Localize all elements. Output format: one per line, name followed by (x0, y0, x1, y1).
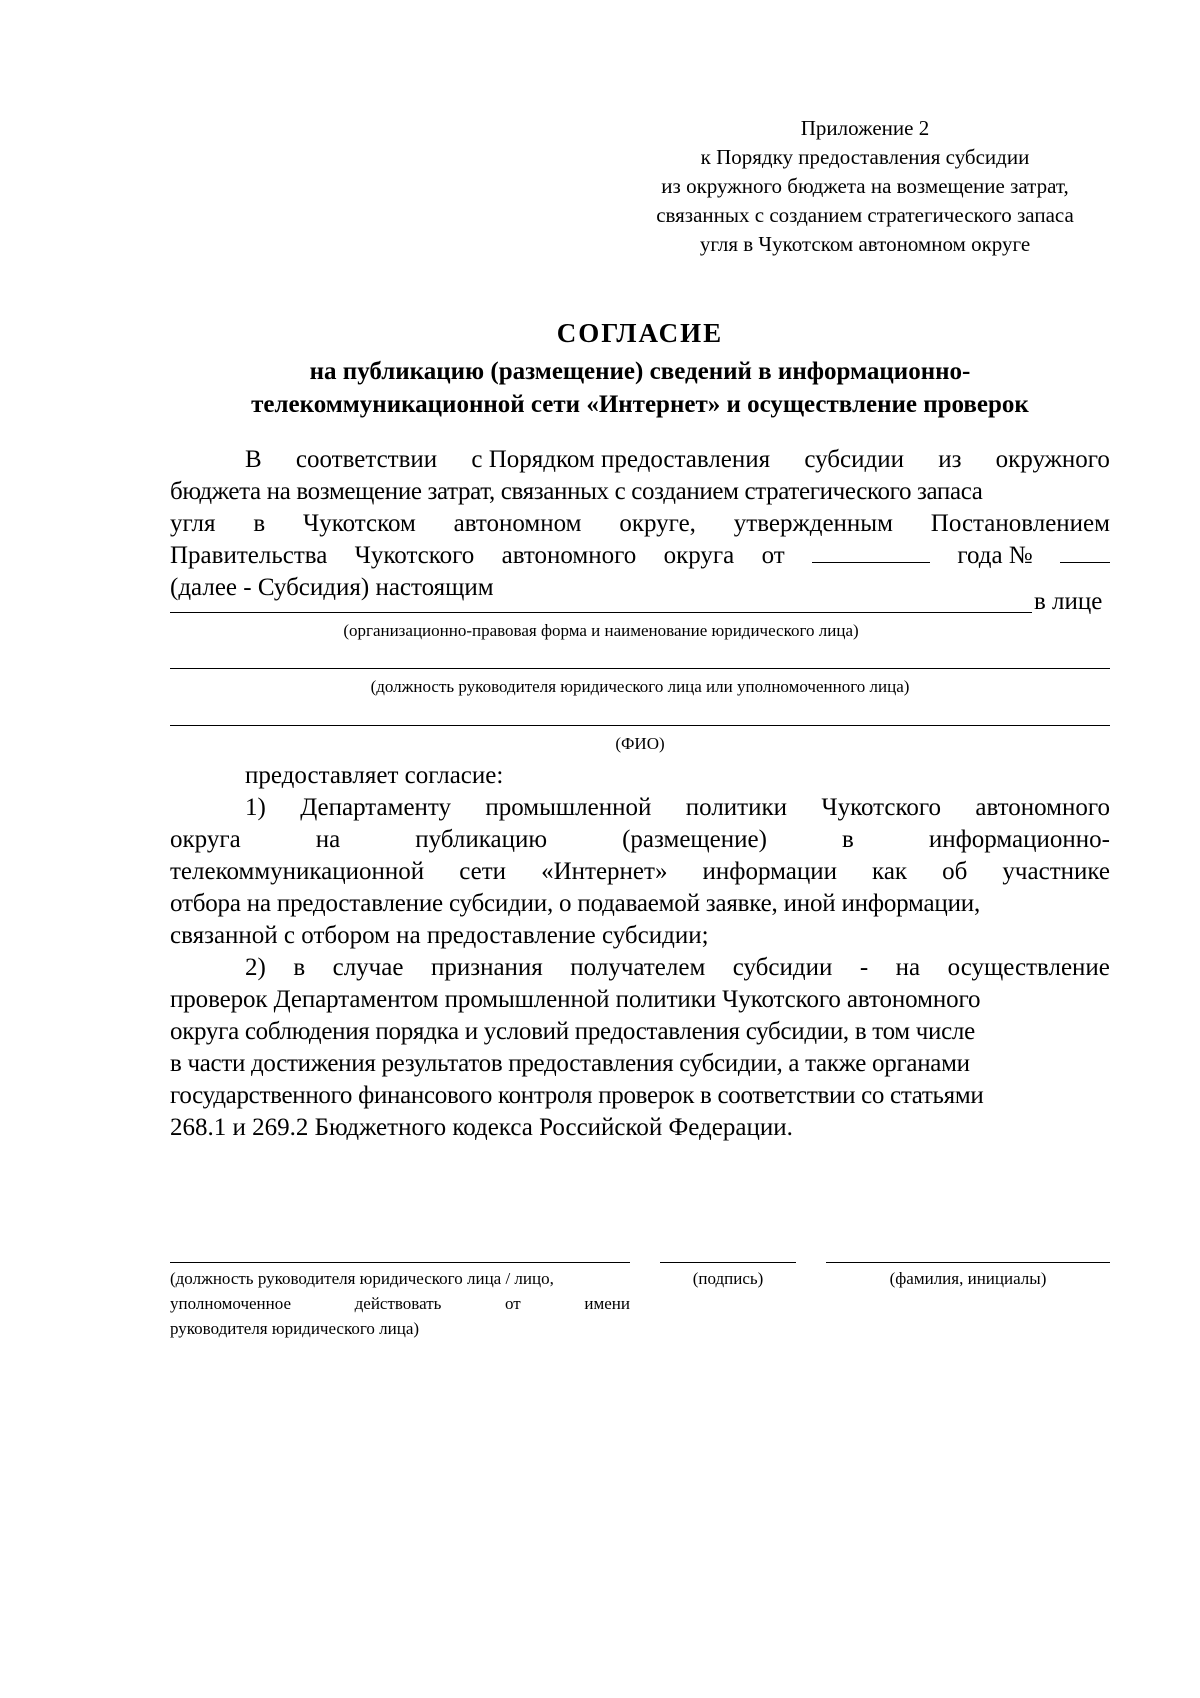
word: автономного (501, 542, 637, 569)
fio-line[interactable] (170, 725, 1110, 726)
item1-line-3 (170, 856, 1110, 888)
word: осуществление (947, 954, 1110, 981)
item2-line-1 (170, 952, 1110, 984)
word: (размещение) (622, 826, 767, 853)
word: случае (332, 954, 404, 981)
item2-line-3: округа соблюдения порядка и условий предоставления субсидии, в том числе (170, 1018, 975, 1045)
word: года № (957, 542, 1033, 569)
caption-line: руководителя юридического лица) (170, 1319, 420, 1338)
signatory-name-caption: (фамилия, инициалы) (889, 1269, 1047, 1288)
intro-line-4 (170, 540, 1110, 572)
word: на (315, 826, 341, 853)
signature-caption: (подпись) (692, 1269, 764, 1288)
signatory-name-line[interactable] (826, 1262, 1110, 1263)
word: публикацию (415, 826, 548, 853)
position-caption: (должность руководителя юридического лица или уполномоченного лица) (370, 677, 910, 696)
word: субсидии (732, 954, 833, 981)
caption-line: (должность руководителя юридического лица / лицо, (170, 1269, 554, 1288)
intro-line-2: бюджета на возмещение затрат, связанных с созданием стратегического запаса (170, 478, 983, 505)
item2-line-4: в части достижения результатов предоставления субсидии, а также органами (170, 1050, 970, 1077)
intro-line-3 (170, 508, 1110, 540)
appendix-line: к Порядку предоставления субсидии (700, 145, 1030, 169)
appendix-line: угля в Чукотском автономном округе (699, 232, 1031, 256)
word: округе, (619, 510, 696, 537)
appendix-header (600, 114, 1130, 259)
word: уполномоченное (170, 1294, 291, 1313)
position-line[interactable] (170, 668, 1110, 669)
word: получателем (570, 954, 706, 981)
word: Чукотского (354, 542, 475, 569)
decree-date-blank[interactable] (812, 540, 930, 563)
item1-line-5: связанной с отбором на предоставление субсидии; (170, 922, 709, 949)
word: политики (685, 794, 787, 821)
word: соответствии (295, 446, 438, 473)
word: от (761, 542, 785, 569)
word: угля (170, 510, 216, 537)
word: - (859, 954, 869, 981)
word: информации (702, 858, 837, 885)
word: окружного (995, 446, 1110, 473)
in-person-label: в лице (1034, 588, 1103, 615)
signatory-position-line[interactable] (170, 1262, 630, 1263)
org-name-line[interactable] (170, 612, 1032, 613)
appendix-line: связанных с созданием стратегического запаса (656, 203, 1074, 227)
word: об (942, 858, 968, 885)
appendix-line: из окружного бюджета на возмещение затрат, (661, 174, 1069, 198)
word: от (505, 1294, 521, 1313)
word: участнике (1002, 858, 1110, 885)
word: телекоммуникационной (170, 858, 425, 885)
caption-line (170, 1291, 630, 1316)
word: признания (430, 954, 543, 981)
org-caption: (организационно-правовая форма и наименование юридического лица) (343, 621, 859, 640)
word: в (293, 954, 306, 981)
word: информационно- (928, 826, 1110, 853)
word: на (895, 954, 921, 981)
word: Департаменту (300, 794, 452, 821)
appendix-line: Приложение 2 (800, 116, 930, 140)
word: автономного (975, 794, 1110, 821)
fio-caption: (ФИО) (615, 734, 665, 753)
document-title: СОГЛАСИЕ (556, 318, 724, 348)
word: из (938, 446, 962, 473)
document-subtitle (170, 355, 1110, 421)
intro-line-5: (далее - Субсидия) настоящим (170, 574, 494, 601)
signature-line[interactable] (660, 1262, 796, 1263)
word: сети (459, 858, 507, 885)
word: Чукотском (302, 510, 416, 537)
intro-paragraph (170, 444, 1110, 604)
word: с Порядком предоставления (471, 446, 771, 473)
consent-heading: предоставляет согласие: (245, 762, 504, 789)
item1-line-1 (170, 792, 1110, 824)
word: «Интернет» (541, 858, 668, 885)
subtitle-line: телекоммуникационной сети «Интернет» и осуществление проверок (251, 391, 1029, 418)
item2-line-5: государственного финансового контроля проверок в соответствии со статьями (170, 1082, 984, 1109)
word: В (245, 446, 262, 473)
decree-number-blank[interactable] (1060, 540, 1110, 563)
word: действовать (354, 1294, 442, 1313)
item1-line-2 (170, 824, 1110, 856)
word: автономном (453, 510, 582, 537)
item1-line-4: отбора на предоставление субсидии, о подаваемой заявке, иной информации, (170, 890, 980, 917)
word: в (253, 510, 266, 537)
item2-line-2: проверок Департаментом промышленной политики Чукотского автономного (170, 986, 981, 1013)
word: Постановлением (930, 510, 1110, 537)
subtitle-line: на публикацию (размещение) сведений в информационно- (309, 358, 971, 385)
item2-line-6: 268.1 и 269.2 Бюджетного кодекса Российской Федерации. (170, 1114, 793, 1141)
word: имени (584, 1294, 630, 1313)
word: субсидии (804, 446, 904, 473)
word: Правительства (170, 542, 328, 569)
consent-section (170, 760, 1110, 1144)
word: промышленной (485, 794, 652, 821)
signatory-position-caption (170, 1266, 630, 1341)
word: округа (170, 826, 241, 853)
intro-line-1 (170, 444, 1110, 476)
word: 2) (245, 954, 266, 981)
word: как (872, 858, 908, 885)
word: 1) (245, 794, 266, 821)
word: округа (663, 542, 735, 569)
word: в (841, 826, 854, 853)
word: утвержденным (733, 510, 893, 537)
word: Чукотского (821, 794, 942, 821)
